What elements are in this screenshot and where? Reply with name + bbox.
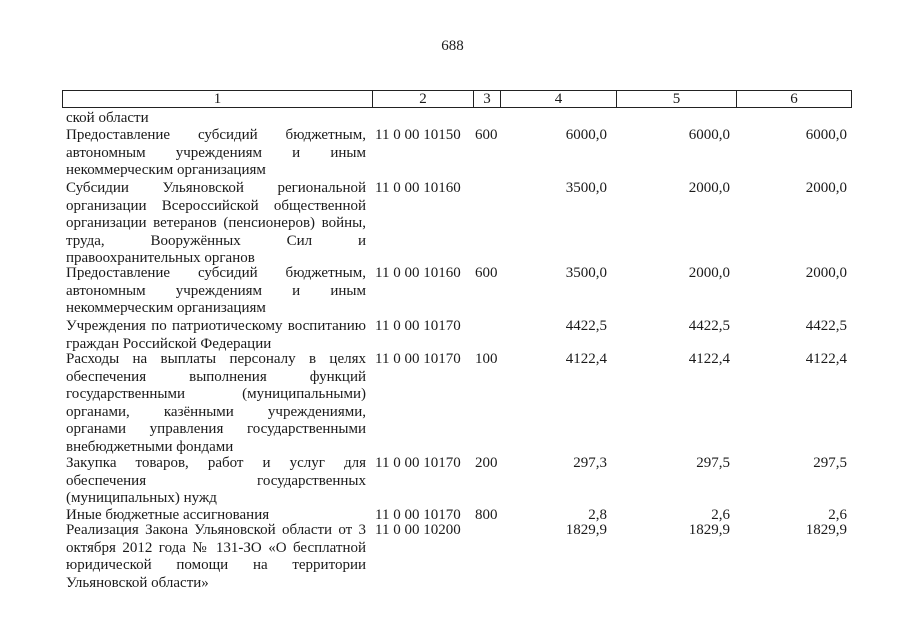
row-expense-type: 200	[475, 455, 498, 471]
row-value-col6: 2,6	[828, 507, 847, 523]
table-header	[62, 90, 852, 108]
row-value-col5: 1829,9	[688, 522, 730, 538]
row-code: 11 0 00 10170	[375, 318, 461, 334]
row-code: 11 0 00 10160	[375, 180, 461, 196]
header-col-4: 4	[501, 91, 617, 107]
row-value-col5: 2000,0	[688, 265, 730, 281]
row-value-col5: 297,5	[696, 455, 730, 471]
row-description: ской области	[66, 110, 149, 126]
row-description: Расходы на выплаты персоналу в целях обеспечения выполнения функций государственными (муниципальными) органами, казёнными учреждениями, органами управления государственными внебюджетными фондами	[66, 351, 366, 455]
row-description: Закупка товаров, работ и услуг для обеспечения государственных (муниципальных) нужд	[66, 455, 366, 507]
row-value-col6: 297,5	[813, 455, 847, 471]
row-value-col6: 2000,0	[805, 180, 847, 196]
row-expense-type: 100	[475, 351, 498, 367]
row-expense-type: 600	[475, 265, 498, 281]
row-code: 11 0 00 10170	[375, 455, 461, 471]
header-col-3: 3	[474, 91, 501, 107]
row-expense-type: 800	[475, 507, 498, 523]
row-value-col4: 3500,0	[565, 180, 607, 196]
header-col-2: 2	[373, 91, 474, 107]
header-col-5: 5	[617, 91, 737, 107]
row-description: Субсидии Ульяновской региональной организации Всероссийской общественной организации ветеранов (пенсионеров) войны, труда, Вооружённых Сил и правоохранительных органов	[66, 180, 366, 267]
row-value-col5: 2,6	[711, 507, 730, 523]
row-code: 11 0 00 10200	[375, 522, 461, 538]
row-value-col6: 2000,0	[805, 265, 847, 281]
row-value-col4: 6000,0	[565, 127, 607, 143]
header-col-6: 6	[790, 91, 798, 107]
row-value-col5: 2000,0	[688, 180, 730, 196]
row-value-col5: 4422,5	[688, 318, 730, 334]
header-col-1: 1	[63, 91, 373, 107]
row-description: Предоставление субсидий бюджетным, автономным учреждениям и иным некоммерческим организациям	[66, 265, 366, 317]
row-value-col6: 4122,4	[805, 351, 847, 367]
page-number: 688	[441, 38, 464, 54]
row-code: 11 0 00 10170	[375, 507, 461, 523]
row-value-col4: 1829,9	[565, 522, 607, 538]
row-value-col4: 297,3	[573, 455, 607, 471]
row-description: Предоставление субсидий бюджетным, автономным учреждениям и иным некоммерческим организациям	[66, 127, 366, 179]
row-value-col6: 4422,5	[805, 318, 847, 334]
row-expense-type: 600	[475, 127, 498, 143]
row-value-col4: 3500,0	[565, 265, 607, 281]
row-description: Учреждения по патриотическому воспитанию граждан Российской Федерации	[66, 318, 366, 352]
row-code: 11 0 00 10160	[375, 265, 461, 281]
row-description: Иные бюджетные ассигнования	[66, 507, 270, 523]
row-code: 11 0 00 10170	[375, 351, 461, 367]
row-value-col4: 2,8	[588, 507, 607, 523]
row-value-col4: 4122,4	[565, 351, 607, 367]
row-value-col5: 6000,0	[688, 127, 730, 143]
row-description: Реализация Закона Ульяновской области от 3 октября 2012 года № 131-ЗО «О бесплатной юридической помощи на территории Ульяновской области»	[66, 522, 366, 591]
row-value-col5: 4122,4	[688, 351, 730, 367]
row-value-col6: 1829,9	[805, 522, 847, 538]
row-value-col6: 6000,0	[805, 127, 847, 143]
row-value-col4: 4422,5	[565, 318, 607, 334]
row-code: 11 0 00 10150	[375, 127, 461, 143]
